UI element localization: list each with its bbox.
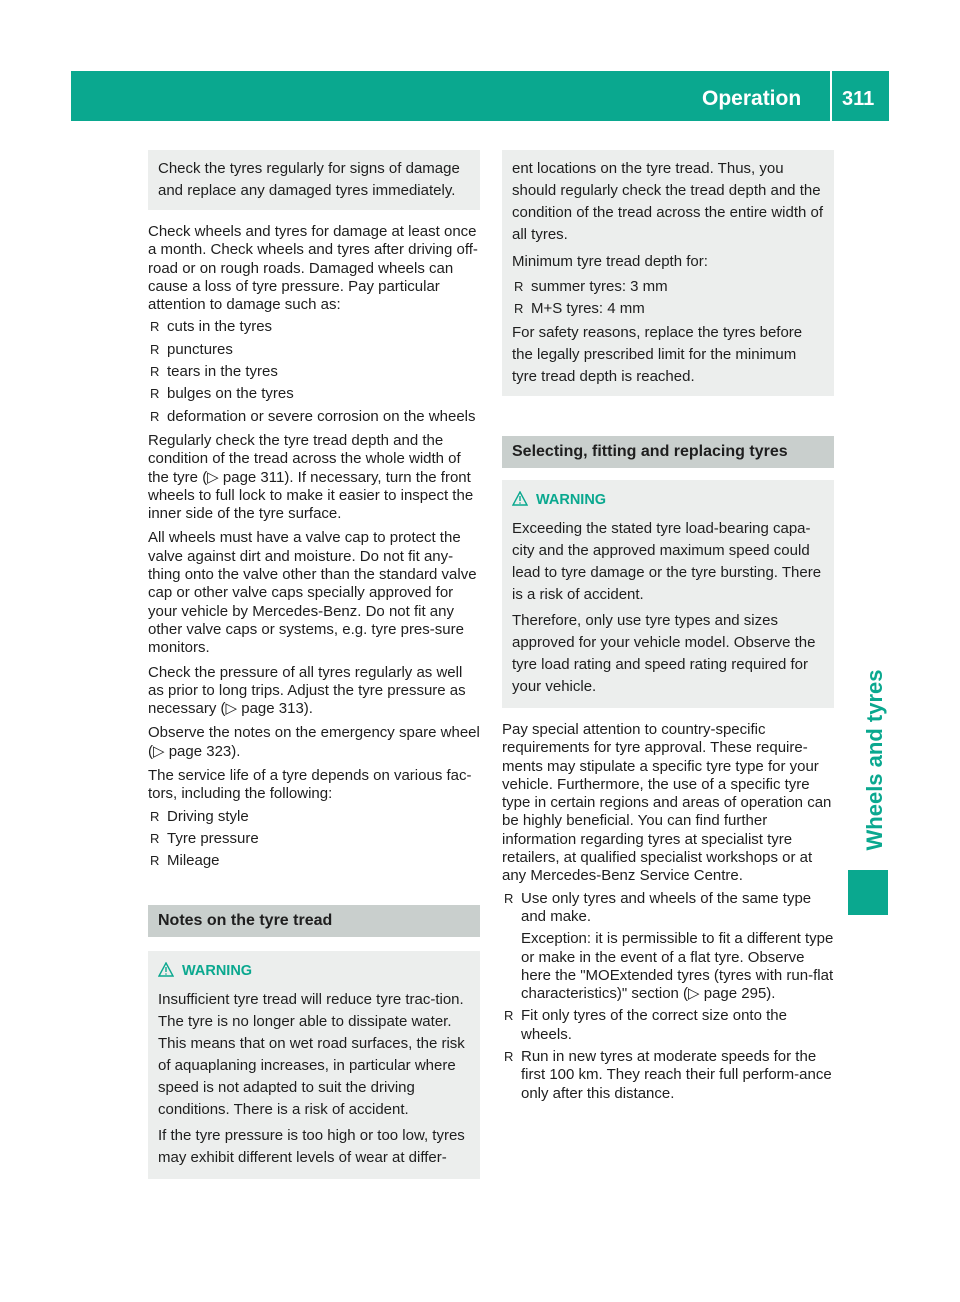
list-item-note: Exception: it is permissible to fit a different type or make in the event of a flat tyre. Observe here the "MOExtended tyres (tyres with run-flat characteristics)" section (▷ page 295). — [521, 930, 834, 1003]
pressure-paragraph: Check the pressure of all tyres regularly as well as prior to long trips. Adjust the tyre pressure as necessary (▷ page 313). — [148, 663, 466, 718]
service-life-paragraph: The service life of a tyre depends on various fac-tors, including the following: — [148, 767, 472, 803]
special-attention-paragraph: Pay special attention to country-specific requirements for tyre approval. These require-ments may stipulate a specific tyre type for your vehicle. Furthermore, the use of a specific tyre type in certain regions and areas of operation can be highly beneficial. You can find further information regarding tyres at specialist tyre retailers, at qualified specialist workshops or at any Mercedes-Benz Service Centre. — [502, 721, 832, 885]
warning-label: WARNING — [536, 492, 607, 508]
warning-label: WARNING — [182, 962, 253, 979]
list-item: R Tyre pressure — [148, 830, 480, 848]
warning-text: Therefore, only use tyre types and sizes approved for your vehicle model. Observe the tyre load rating and speed rating required for your vehicle. — [512, 612, 816, 695]
list-item: R Run in new tyres at moderate speeds for the first 100 km. They reach their full perform-ance only after this distance. — [502, 1048, 834, 1103]
list-item: R bulges on the tyres — [148, 385, 480, 403]
spare-wheel-paragraph: Observe the notes on the emergency spare wheel (▷ page 323). — [148, 724, 480, 760]
left-column — [148, 150, 480, 1179]
list-item: R M+S tyres: 4 mm — [512, 298, 824, 320]
list-item: R summer tyres: 3 mm — [512, 276, 824, 298]
list-item: R Use only tyres and wheels of the same type and make. — [502, 890, 834, 927]
tread-paragraph: Regularly check the tyre tread depth and the condition of the tread across the whole width of the tyre (▷ page 311). If necessary, turn the front wheels to full lock to make it easier to inspect the inner side of the tyre surface. — [148, 431, 474, 523]
continued-warning-box — [502, 150, 834, 396]
warning-text: For safety reasons, replace the tyres before the legally prescribed limit for the minimum tyre tread depth is reached. — [512, 324, 803, 385]
page-number: 311 — [842, 88, 875, 110]
warning-text: ent locations on the tyre tread. Thus, you should regularly check the tread depth and the condition of the tread across the entire width of all tyres. — [512, 160, 824, 243]
warning-triangle-icon — [158, 962, 176, 983]
intro-note-box — [148, 150, 480, 210]
intro-note: Check the tyres regularly for signs of damage and replace any damaged tyres immediately. — [158, 160, 460, 199]
right-column — [502, 150, 834, 1103]
list-item: R Mileage — [148, 852, 480, 870]
list-item: R tears in the tyres — [148, 363, 480, 381]
warning-text: Minimum tyre tread depth for: — [512, 253, 708, 270]
warning-header — [512, 490, 824, 512]
valve-paragraph: All wheels must have a valve cap to protect the valve against dirt and moisture. Do not fit any-thing onto the valve other than the standard valve cap or other valve caps specially approved for your vehicle by Mercedes-Benz. Do not fit any other valve caps or systems, e.g. tyre pres-sure monitors. — [148, 529, 477, 657]
warning-box — [502, 480, 834, 708]
service-factor-list — [148, 808, 480, 871]
list-item: R Driving style — [148, 808, 480, 826]
section-title: Operation — [702, 87, 802, 110]
check-paragraph: Check wheels and tyres for damage at least once a month. Check wheels and tyres after driving off-road or on rough roads. Damaged wheels can cause a loss of tyre pressure. Pay particular attention to damage such as: — [148, 223, 478, 314]
warning-box — [148, 951, 480, 1179]
header-divider — [830, 71, 832, 121]
damage-list — [148, 318, 480, 425]
chapter-tab-marker — [848, 870, 888, 915]
list-item: R punctures — [148, 341, 480, 359]
chapter-tab-label: Wheels and tyres — [862, 669, 887, 851]
list-item: R deformation or severe corrosion on the wheels — [148, 408, 480, 426]
warning-text: Exceeding the stated tyre load-bearing capa-city and the approved maximum speed could lead to tyre damage or the tyre bursting. There is a risk of accident. — [512, 520, 822, 603]
section-heading: Notes on the tyre tread — [148, 905, 480, 937]
warning-text: Insufficient tyre tread will reduce tyre trac-tion. The tyre is no longer able to dissipate water. This means that on wet road surfaces, the risk of aquaplaning increases, in particular where speed is not adapted to suit the driving conditions. There is a risk of accident. — [158, 990, 465, 1118]
warning-text: If the tyre pressure is too high or too low, tyres may exhibit different levels of wear at differ- — [158, 1126, 465, 1166]
warning-header — [158, 961, 470, 983]
warning-triangle-icon — [512, 491, 530, 512]
section-heading: Selecting, fitting and replacing tyres — [502, 436, 834, 468]
list-item: R Fit only tyres of the correct size onto the wheels. — [502, 1007, 834, 1044]
list-item: R cuts in the tyres — [148, 318, 480, 336]
